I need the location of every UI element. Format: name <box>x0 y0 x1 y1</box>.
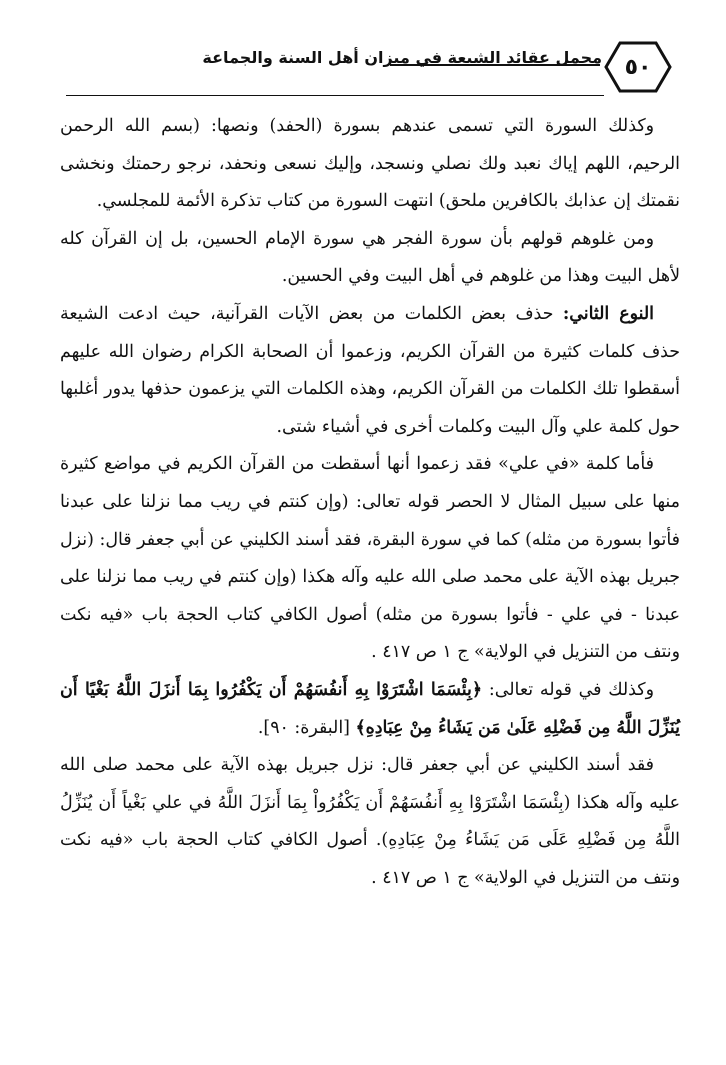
page-header <box>0 0 726 100</box>
page-number: ٥٠ <box>624 54 652 80</box>
quran-verse: ﴿بِئْسَمَا اشْتَرَوْا بِهِ أَنفُسَهُمْ أَن يَكْفُرُوا بِمَا أَنزَلَ اللَّهُ بَغْيًا أَن يُنَزِّلَ اللَّهُ مِن فَضْلِهِ عَلَىٰ مَن يَشَاءُ مِنْ عِبَادِهِ﴾ <box>60 679 680 738</box>
page-body <box>60 108 680 897</box>
verse-reference: [البقرة: ٩٠]. <box>257 717 356 738</box>
verse-intro: وكذلك في قوله تعالى: <box>482 679 654 700</box>
running-title: مجمل عقائد الشيعة في ميزان أهل السنة والجماعة <box>202 48 602 67</box>
paragraph-fi-ali: فأما كلمة «في علي» فقد زعموا أنها أسقطت من القرآن الكريم في مواضع كثيرة منها على سبيل المثال لا الحصر قوله تعالى: (وإن كنتم في ريب مما نزلنا على عبدنا فأتوا بسورة من مثله) كما في سورة البقرة، فقد أسند الكليني عن أبي جعفر قال: (نزل جبريل بهذه الآية على محمد صلى الله عليه وآله هكذا (وإن كنتم في ريب مما نزلنا على عبدنا - في علي - فأتوا بسورة من مثله) أصول الكافي كتاب الحجة باب «فيه نكت ونتف من التنزيل في الولاية» ج ١ ص ٤١٧ . <box>60 454 680 663</box>
paragraph-verse-baqara <box>60 672 680 747</box>
paragraph-second-type <box>60 296 680 446</box>
second-type-heading: النوع الثاني: <box>562 303 654 324</box>
second-type-text: حذف بعض الكلمات من بعض الآيات القرآنية، حيث ادعت الشيعة حذف كلمات كثيرة من القرآن الكريم، وزعموا أن الصحابة الكرام رضوان الله عليهم أسقطوا تلك الكلمات من القرآن الكريم، وهذه الكلمات التي يزعمون حذفها يدور أغلبها حول كلمة علي وآل البيت وكلمات أخرى في أشياء شتى. <box>60 303 680 437</box>
paragraph-fajr-surah: ومن غلوهم قولهم بأن سورة الفجر هي سورة الإمام الحسين، بل إن القرآن كله لأهل البيت وهذا من غلوهم في أهل البيت وفي الحسين. <box>60 228 680 287</box>
paragraph-kulayni-narration: فقد أسند الكليني عن أبي جعفر قال: نزل جبريل بهذه الآية على محمد صلى الله عليه وآله هكذا (بِئْسَمَا اشْتَرَوْا بِهِ أَنفُسَهُمْ أَن يَكْفُرُواْ بِمَا أَنزَلَ اللَّهُ في علي بَغْياً أَن يُنَزِّلُ اللَّهُ مِن فَضْلِهِ عَلَى مَن يَشَاءُ مِنْ عِبَادِهِ). أصول الكافي كتاب الحجة باب «فيه نكت ونتف من التنزيل في الولاية» ج ١ ص ٤١٧ . <box>60 755 680 888</box>
paragraph-hafd-surah: وكذلك السورة التي تسمى عندهم بسورة (الحفد) ونصها: (بسم الله الرحمن الرحيم، اللهم إياك نعبد ولك نصلي ونسجد، وإليك نسعى ونحفد، نرجو رحمتك ونخشى نقمتك إن عذابك بالكافرين ملحق) انتهت السورة من كتاب تذكرة الأئمة للمجلسي. <box>60 116 680 212</box>
header-rule <box>66 95 604 96</box>
page-number-badge <box>604 40 672 94</box>
